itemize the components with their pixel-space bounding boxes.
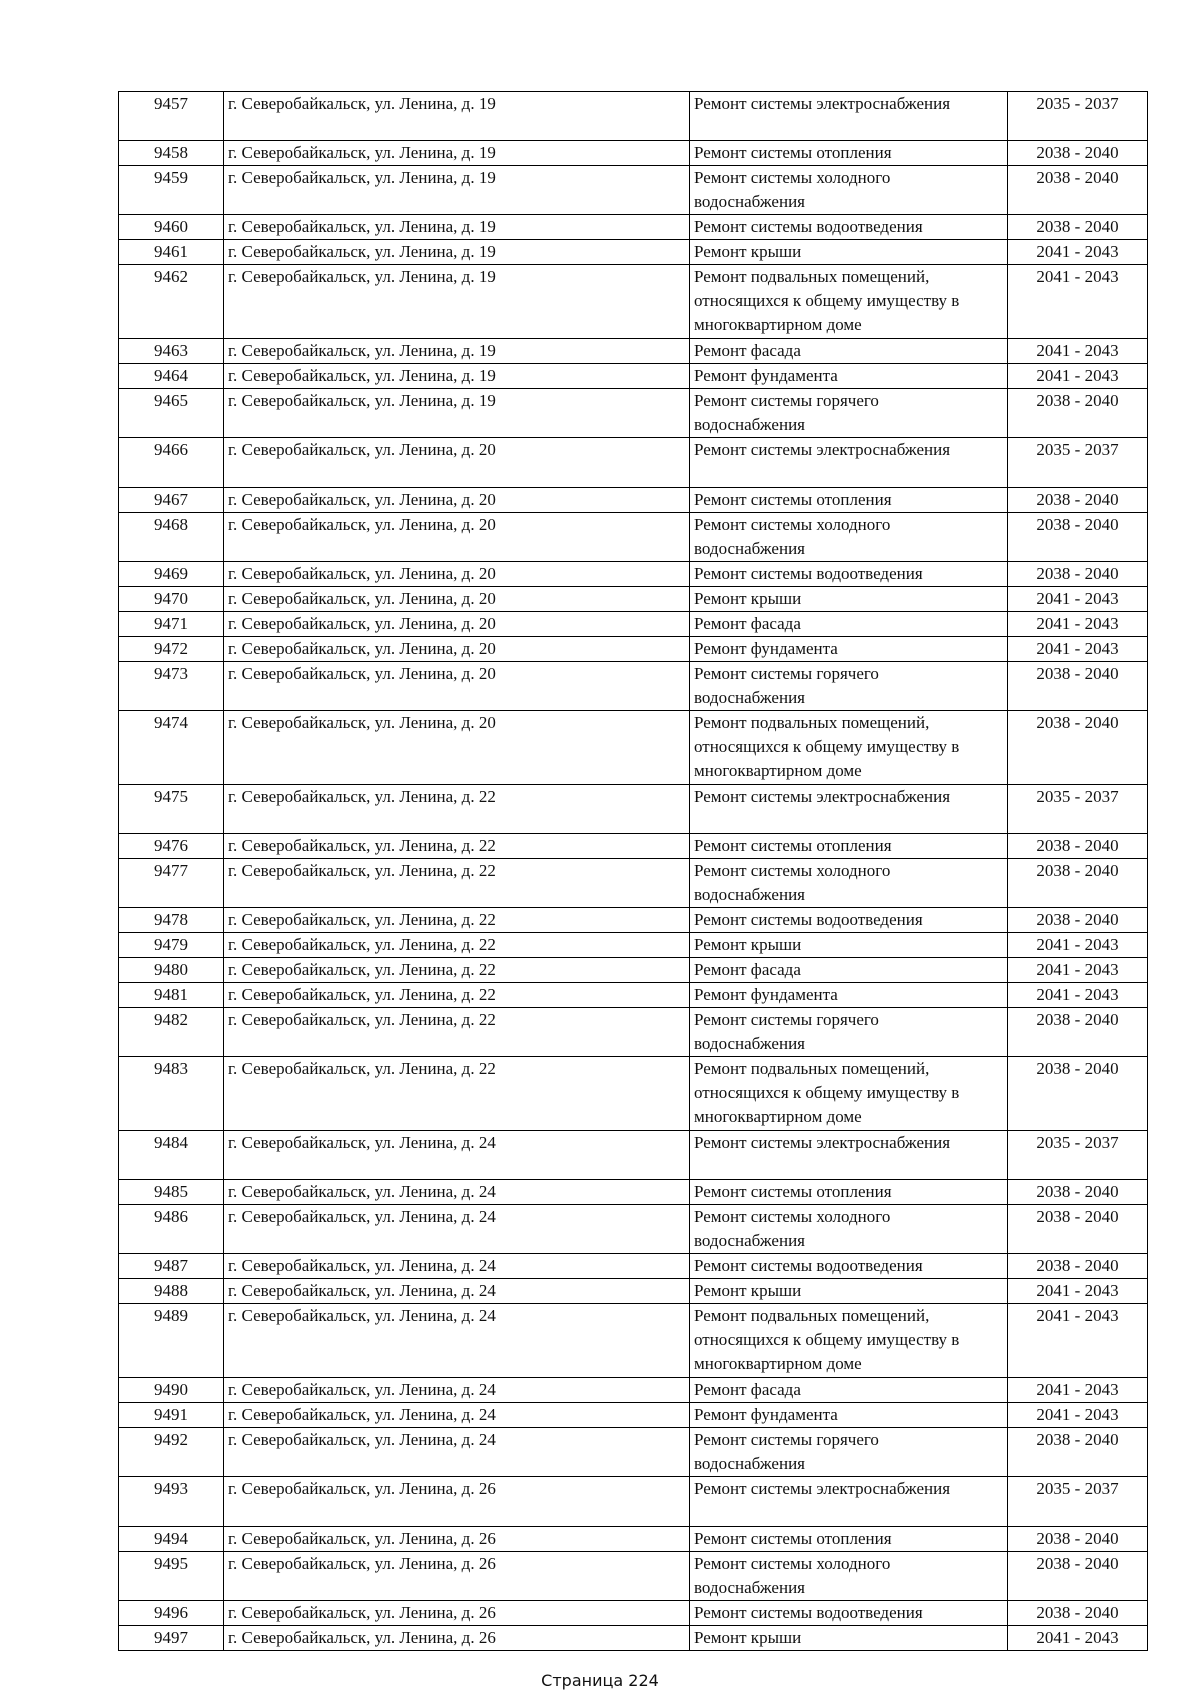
table-row: [119, 983, 1148, 1008]
page-number: Страница 224: [541, 1671, 659, 1690]
row-address: г. Северобайкальск, ул. Ленина, д. 26: [224, 1600, 690, 1625]
capital-repair-table: [118, 91, 1148, 1651]
row-work-type: Ремонт системы отопления: [690, 487, 1008, 512]
table-row: [119, 339, 1148, 364]
row-number: 9466: [119, 438, 224, 487]
row-address: г. Северобайкальск, ул. Ленина, д. 20: [224, 661, 690, 710]
row-address: г. Северобайкальск, ул. Ленина, д. 22: [224, 983, 690, 1008]
row-address: г. Северобайкальск, ул. Ленина, д. 22: [224, 1008, 690, 1057]
row-number: 9468: [119, 512, 224, 561]
row-number: 9482: [119, 1008, 224, 1057]
row-number: 9488: [119, 1279, 224, 1304]
row-period: 2041 - 2043: [1008, 240, 1148, 265]
row-number: 9465: [119, 389, 224, 438]
table-row: [119, 933, 1148, 958]
row-number: 9459: [119, 166, 224, 215]
table-row: [119, 1477, 1148, 1526]
row-number: 9463: [119, 339, 224, 364]
table-row: [119, 784, 1148, 833]
row-number: 9490: [119, 1378, 224, 1403]
row-work-type: Ремонт системы холодного водоснабжения: [690, 1551, 1008, 1600]
row-period: 2038 - 2040: [1008, 141, 1148, 166]
row-work-type: Ремонт системы электроснабжения: [690, 438, 1008, 487]
row-work-type: Ремонт крыши: [690, 1279, 1008, 1304]
table-row: [119, 487, 1148, 512]
row-number: 9483: [119, 1057, 224, 1131]
row-work-type: Ремонт фасада: [690, 958, 1008, 983]
row-work-type: Ремонт системы горячего водоснабжения: [690, 389, 1008, 438]
row-address: г. Северобайкальск, ул. Ленина, д. 26: [224, 1477, 690, 1526]
row-address: г. Северобайкальск, ул. Ленина, д. 24: [224, 1131, 690, 1180]
row-work-type: Ремонт системы горячего водоснабжения: [690, 1428, 1008, 1477]
row-number: 9471: [119, 611, 224, 636]
row-number: 9487: [119, 1254, 224, 1279]
row-work-type: Ремонт подвальных помещений, относящихся к общему имуществу в многоквартирном доме: [690, 1057, 1008, 1131]
row-number: 9480: [119, 958, 224, 983]
row-period: 2041 - 2043: [1008, 339, 1148, 364]
row-number: 9470: [119, 586, 224, 611]
row-period: 2035 - 2037: [1008, 438, 1148, 487]
table-row: [119, 1254, 1148, 1279]
row-work-type: Ремонт фундамента: [690, 636, 1008, 661]
row-period: 2038 - 2040: [1008, 858, 1148, 907]
row-work-type: Ремонт системы отопления: [690, 833, 1008, 858]
table-row: [119, 166, 1148, 215]
row-period: 2041 - 2043: [1008, 1279, 1148, 1304]
row-number: 9497: [119, 1625, 224, 1650]
table-row: [119, 1304, 1148, 1378]
row-period: 2035 - 2037: [1008, 92, 1148, 141]
table-row: [119, 1625, 1148, 1650]
row-work-type: Ремонт системы водоотведения: [690, 215, 1008, 240]
row-period: 2041 - 2043: [1008, 933, 1148, 958]
row-period: 2041 - 2043: [1008, 958, 1148, 983]
row-address: г. Северобайкальск, ул. Ленина, д. 22: [224, 833, 690, 858]
table-row: [119, 141, 1148, 166]
table-row: [119, 240, 1148, 265]
row-work-type: Ремонт системы отопления: [690, 1180, 1008, 1205]
row-number: 9479: [119, 933, 224, 958]
row-address: г. Северобайкальск, ул. Ленина, д. 22: [224, 858, 690, 907]
table-row: [119, 1180, 1148, 1205]
row-work-type: Ремонт системы водоотведения: [690, 1254, 1008, 1279]
row-number: 9486: [119, 1205, 224, 1254]
row-number: 9489: [119, 1304, 224, 1378]
row-address: г. Северобайкальск, ул. Ленина, д. 20: [224, 512, 690, 561]
table-row: [119, 1428, 1148, 1477]
table-row: [119, 1279, 1148, 1304]
table-row: [119, 858, 1148, 907]
row-number: 9477: [119, 858, 224, 907]
table-row: [119, 1403, 1148, 1428]
row-address: г. Северобайкальск, ул. Ленина, д. 20: [224, 487, 690, 512]
row-address: г. Северобайкальск, ул. Ленина, д. 19: [224, 141, 690, 166]
row-work-type: Ремонт системы электроснабжения: [690, 784, 1008, 833]
row-address: г. Северобайкальск, ул. Ленина, д. 20: [224, 438, 690, 487]
row-work-type: Ремонт системы водоотведения: [690, 908, 1008, 933]
table-row: [119, 215, 1148, 240]
row-work-type: Ремонт фундамента: [690, 1403, 1008, 1428]
row-work-type: Ремонт системы отопления: [690, 1526, 1008, 1551]
row-number: 9472: [119, 636, 224, 661]
row-work-type: Ремонт системы отопления: [690, 141, 1008, 166]
row-period: 2038 - 2040: [1008, 1008, 1148, 1057]
table-row: [119, 438, 1148, 487]
row-address: г. Северобайкальск, ул. Ленина, д. 19: [224, 364, 690, 389]
row-period: 2038 - 2040: [1008, 215, 1148, 240]
row-period: 2038 - 2040: [1008, 1526, 1148, 1551]
row-address: г. Северобайкальск, ул. Ленина, д. 24: [224, 1378, 690, 1403]
row-work-type: Ремонт системы холодного водоснабжения: [690, 166, 1008, 215]
row-address: г. Северобайкальск, ул. Ленина, д. 19: [224, 389, 690, 438]
row-address: г. Северобайкальск, ул. Ленина, д. 24: [224, 1403, 690, 1428]
row-period: 2035 - 2037: [1008, 784, 1148, 833]
table-row: [119, 92, 1148, 141]
row-address: г. Северобайкальск, ул. Ленина, д. 24: [224, 1428, 690, 1477]
row-number: 9460: [119, 215, 224, 240]
row-work-type: Ремонт системы водоотведения: [690, 1600, 1008, 1625]
row-number: 9485: [119, 1180, 224, 1205]
table-row: [119, 1600, 1148, 1625]
table-row: [119, 512, 1148, 561]
table-row: [119, 389, 1148, 438]
row-period: 2041 - 2043: [1008, 1304, 1148, 1378]
row-work-type: Ремонт системы холодного водоснабжения: [690, 1205, 1008, 1254]
row-number: 9462: [119, 265, 224, 339]
row-address: г. Северобайкальск, ул. Ленина, д. 19: [224, 215, 690, 240]
row-work-type: Ремонт крыши: [690, 586, 1008, 611]
row-address: г. Северобайкальск, ул. Ленина, д. 26: [224, 1625, 690, 1650]
row-period: 2035 - 2037: [1008, 1131, 1148, 1180]
row-period: 2038 - 2040: [1008, 487, 1148, 512]
table-row: [119, 1526, 1148, 1551]
row-address: г. Северобайкальск, ул. Ленина, д. 19: [224, 240, 690, 265]
row-work-type: Ремонт системы горячего водоснабжения: [690, 661, 1008, 710]
row-period: 2038 - 2040: [1008, 833, 1148, 858]
row-address: г. Северобайкальск, ул. Ленина, д. 24: [224, 1279, 690, 1304]
row-period: 2038 - 2040: [1008, 1254, 1148, 1279]
table-body: [119, 92, 1148, 1651]
table-row: [119, 1551, 1148, 1600]
row-period: 2038 - 2040: [1008, 1428, 1148, 1477]
row-number: 9461: [119, 240, 224, 265]
row-number: 9478: [119, 908, 224, 933]
row-period: 2038 - 2040: [1008, 1205, 1148, 1254]
row-address: г. Северобайкальск, ул. Ленина, д. 20: [224, 611, 690, 636]
row-number: 9496: [119, 1600, 224, 1625]
row-number: 9458: [119, 141, 224, 166]
row-period: 2041 - 2043: [1008, 265, 1148, 339]
table-row: [119, 710, 1148, 784]
row-address: г. Северобайкальск, ул. Ленина, д. 24: [224, 1180, 690, 1205]
row-period: 2041 - 2043: [1008, 1378, 1148, 1403]
row-work-type: Ремонт фасада: [690, 1378, 1008, 1403]
table-row: [119, 1131, 1148, 1180]
row-work-type: Ремонт подвальных помещений, относящихся к общему имуществу в многоквартирном доме: [690, 1304, 1008, 1378]
row-number: 9464: [119, 364, 224, 389]
row-period: 2038 - 2040: [1008, 661, 1148, 710]
row-period: 2038 - 2040: [1008, 1180, 1148, 1205]
row-period: 2038 - 2040: [1008, 561, 1148, 586]
table-row: [119, 908, 1148, 933]
table-row: [119, 1378, 1148, 1403]
row-work-type: Ремонт системы водоотведения: [690, 561, 1008, 586]
table-row: [119, 1205, 1148, 1254]
row-work-type: Ремонт системы электроснабжения: [690, 1131, 1008, 1180]
table-row: [119, 611, 1148, 636]
row-number: 9481: [119, 983, 224, 1008]
row-number: 9476: [119, 833, 224, 858]
row-number: 9484: [119, 1131, 224, 1180]
row-period: 2041 - 2043: [1008, 586, 1148, 611]
row-period: 2041 - 2043: [1008, 1625, 1148, 1650]
row-number: 9473: [119, 661, 224, 710]
table-row: [119, 561, 1148, 586]
row-work-type: Ремонт системы холодного водоснабжения: [690, 858, 1008, 907]
table-row: [119, 661, 1148, 710]
row-work-type: Ремонт системы холодного водоснабжения: [690, 512, 1008, 561]
row-number: 9474: [119, 710, 224, 784]
row-period: 2041 - 2043: [1008, 364, 1148, 389]
row-period: 2038 - 2040: [1008, 389, 1148, 438]
row-number: 9457: [119, 92, 224, 141]
row-work-type: Ремонт крыши: [690, 240, 1008, 265]
table-row: [119, 1057, 1148, 1131]
table-row: [119, 364, 1148, 389]
table-row: [119, 636, 1148, 661]
row-period: 2038 - 2040: [1008, 1600, 1148, 1625]
row-period: 2041 - 2043: [1008, 611, 1148, 636]
row-address: г. Северобайкальск, ул. Ленина, д. 22: [224, 908, 690, 933]
row-address: г. Северобайкальск, ул. Ленина, д. 19: [224, 92, 690, 141]
row-work-type: Ремонт фундамента: [690, 364, 1008, 389]
row-address: г. Северобайкальск, ул. Ленина, д. 19: [224, 339, 690, 364]
row-period: 2041 - 2043: [1008, 1403, 1148, 1428]
row-number: 9494: [119, 1526, 224, 1551]
row-period: 2038 - 2040: [1008, 512, 1148, 561]
row-number: 9495: [119, 1551, 224, 1600]
table-row: [119, 265, 1148, 339]
row-work-type: Ремонт системы горячего водоснабжения: [690, 1008, 1008, 1057]
row-address: г. Северобайкальск, ул. Ленина, д. 24: [224, 1205, 690, 1254]
row-address: г. Северобайкальск, ул. Ленина, д. 19: [224, 265, 690, 339]
table-row: [119, 833, 1148, 858]
table-row: [119, 586, 1148, 611]
row-work-type: Ремонт подвальных помещений, относящихся к общему имуществу в многоквартирном доме: [690, 710, 1008, 784]
table-row: [119, 1008, 1148, 1057]
row-period: 2038 - 2040: [1008, 908, 1148, 933]
row-address: г. Северобайкальск, ул. Ленина, д. 22: [224, 958, 690, 983]
row-period: 2041 - 2043: [1008, 636, 1148, 661]
row-address: г. Северобайкальск, ул. Ленина, д. 22: [224, 933, 690, 958]
row-work-type: Ремонт фундамента: [690, 983, 1008, 1008]
row-address: г. Северобайкальск, ул. Ленина, д. 26: [224, 1551, 690, 1600]
row-work-type: Ремонт фасада: [690, 339, 1008, 364]
row-period: 2038 - 2040: [1008, 1551, 1148, 1600]
row-address: г. Северобайкальск, ул. Ленина, д. 24: [224, 1304, 690, 1378]
table-row: [119, 958, 1148, 983]
row-address: г. Северобайкальск, ул. Ленина, д. 19: [224, 166, 690, 215]
row-period: 2038 - 2040: [1008, 1057, 1148, 1131]
row-work-type: Ремонт системы электроснабжения: [690, 92, 1008, 141]
row-number: 9492: [119, 1428, 224, 1477]
row-period: 2041 - 2043: [1008, 983, 1148, 1008]
row-number: 9491: [119, 1403, 224, 1428]
row-work-type: Ремонт фасада: [690, 611, 1008, 636]
row-address: г. Северобайкальск, ул. Ленина, д. 26: [224, 1526, 690, 1551]
row-period: 2038 - 2040: [1008, 710, 1148, 784]
row-address: г. Северобайкальск, ул. Ленина, д. 20: [224, 710, 690, 784]
row-work-type: Ремонт системы электроснабжения: [690, 1477, 1008, 1526]
row-address: г. Северобайкальск, ул. Ленина, д. 20: [224, 586, 690, 611]
row-address: г. Северобайкальск, ул. Ленина, д. 20: [224, 561, 690, 586]
row-address: г. Северобайкальск, ул. Ленина, д. 22: [224, 784, 690, 833]
row-number: 9467: [119, 487, 224, 512]
row-period: 2035 - 2037: [1008, 1477, 1148, 1526]
row-number: 9475: [119, 784, 224, 833]
row-work-type: Ремонт крыши: [690, 933, 1008, 958]
row-period: 2038 - 2040: [1008, 166, 1148, 215]
row-work-type: Ремонт крыши: [690, 1625, 1008, 1650]
row-address: г. Северобайкальск, ул. Ленина, д. 20: [224, 636, 690, 661]
row-number: 9493: [119, 1477, 224, 1526]
row-number: 9469: [119, 561, 224, 586]
row-address: г. Северобайкальск, ул. Ленина, д. 24: [224, 1254, 690, 1279]
row-work-type: Ремонт подвальных помещений, относящихся к общему имуществу в многоквартирном доме: [690, 265, 1008, 339]
row-address: г. Северобайкальск, ул. Ленина, д. 22: [224, 1057, 690, 1131]
